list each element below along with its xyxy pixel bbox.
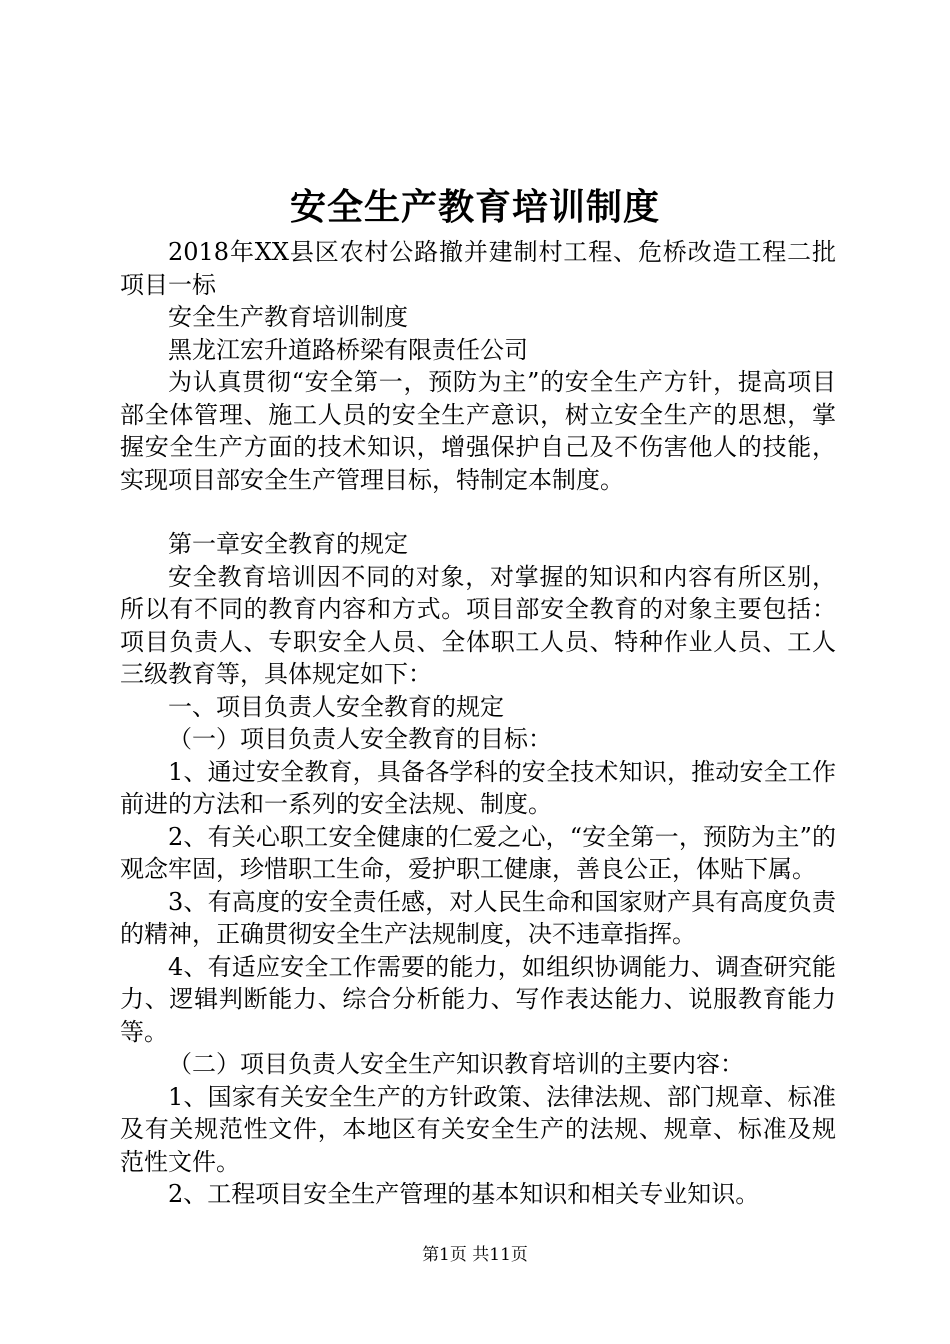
list-item: 3、有高度的安全责任感，对人民生命和国家财产具有高度负责的精神，正确贯彻安全生产法规制度，决不违章指挥。 — [120, 887, 836, 948]
section-heading: 一、项目负责人安全教育的规定 — [168, 692, 504, 721]
list-item: 1、通过安全教育，具备各学科的安全技术知识，推动安全工作前进的方法和一系列的安全法规、制度。 — [120, 757, 836, 818]
list-item: 2、有关心职工安全健康的仁爱之心，“安全第一，预防为主”的观念牢固，珍惜职工生命，爱护职工健康，善良公正，体贴下属。 — [120, 822, 836, 883]
list-item: 1、国家有关安全生产的方针政策、法律法规、部门规章、标准及有关规范性文件，本地区有关安全生产的法规、规章、标准及规范性文件。 — [120, 1082, 836, 1176]
list-item: 4、有适应安全工作需要的能力，如组织协调能力、调查研究能力、逻辑判断能力、综合分析能力、写作表达能力、说服教育能力等。 — [120, 952, 836, 1046]
purpose-paragraph: 为认真贯彻“安全第一，预防为主”的安全生产方针，提高项目部全体管理、施工人员的安全生产意识，树立安全生产的思想，掌握安全生产方面的技术知识，增强保护自己及不伤害他人的技能，实现项目部安全生产管理目标，特制定本制度。 — [120, 368, 836, 494]
subtitle-paragraph: 安全生产教育培训制度 — [168, 303, 408, 331]
subsection-heading: （二）项目负责人安全生产知识教育培训的主要内容： — [168, 1050, 744, 1078]
project-name-paragraph: 2018年XX县区农村公路撤并建制村工程、危桥改造工程二批项目一标 — [120, 238, 836, 299]
subsection-heading: （一）项目负责人安全教育的目标： — [168, 725, 552, 753]
company-name-paragraph: 黑龙江宏升道路桥梁有限责任公司 — [168, 335, 528, 364]
list-item: 2、工程项目安全生产管理的基本知识和相关专业知识。 — [168, 1180, 760, 1208]
document-title: 安全生产教育培训制度 — [289, 187, 660, 228]
chapter-intro-paragraph: 安全教育培训因不同的对象，对掌握的知识和内容有所区别，所以有不同的教育内容和方式。项目部安全教育的对象主要包括：项目负责人、专职安全人员、全体职工人员、特种作业人员、工人三级教育等，具体规定如下： — [120, 562, 836, 688]
chapter-heading: 第一章安全教育的规定 — [168, 530, 408, 558]
page-number-footer: 第1页 共11页 — [422, 1245, 528, 1265]
document-body — [120, 236, 836, 1211]
